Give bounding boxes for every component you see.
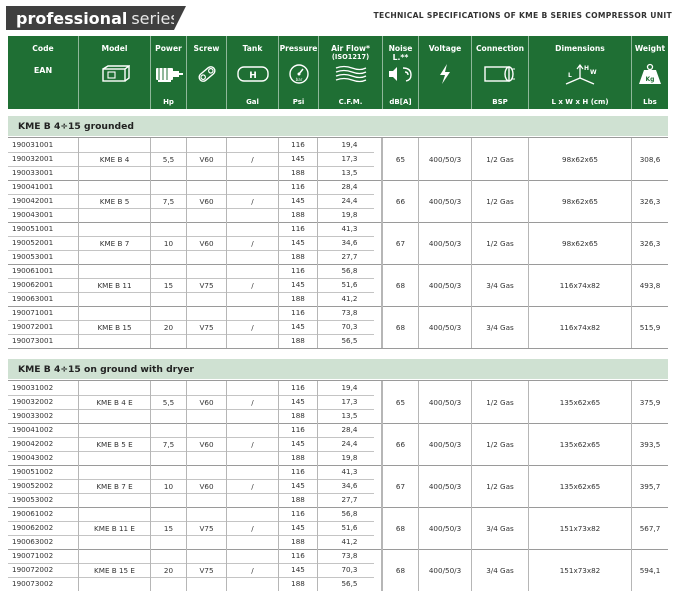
column-header-model xyxy=(78,36,150,109)
tank-value: / xyxy=(226,507,278,549)
svg-text:L: L xyxy=(568,72,572,79)
tank-value: / xyxy=(226,423,278,465)
noise-value: 68 xyxy=(382,507,418,549)
ean-code: 190072001 xyxy=(12,322,54,331)
column-name-power: Power xyxy=(155,44,182,53)
power-value: 10 xyxy=(150,222,186,264)
voltage-value: 400/50/3 xyxy=(418,222,471,264)
screw-value: V75 xyxy=(186,507,226,549)
ean-code: 190071002 xyxy=(12,551,54,560)
brand-light-text: series xyxy=(131,8,179,28)
power-value: 7,5 xyxy=(150,423,186,465)
voltage-value: 400/50/3 xyxy=(418,138,471,180)
table-header xyxy=(8,36,668,109)
ean-code: 190032002 xyxy=(12,397,54,406)
dimensions-value: 98x62x65 xyxy=(528,222,631,264)
airflow-value: 19,4 xyxy=(318,381,382,395)
ean-code: 190033001 xyxy=(12,168,54,177)
weight-value: 326,3 xyxy=(631,180,668,222)
ean-code: 190052002 xyxy=(12,481,54,490)
airflow-value: 28,4 xyxy=(318,423,382,437)
screw-icon xyxy=(187,64,226,84)
screw-value: V75 xyxy=(186,306,226,348)
screw-value: V60 xyxy=(186,222,226,264)
connection-value: 3/4 Gas xyxy=(471,549,528,591)
airflow-value: 17,3 xyxy=(318,395,382,409)
column-unit-weight: Lbs xyxy=(643,98,657,106)
connection-value: 3/4 Gas xyxy=(471,306,528,348)
power-value: 5,5 xyxy=(150,138,186,180)
model-value: KME B 11 E xyxy=(78,507,150,549)
column-unit-airflow: C.F.M. xyxy=(338,98,363,106)
ean-code: 190032001 xyxy=(12,154,54,163)
tank-value: / xyxy=(226,180,278,222)
column-name-code: Code xyxy=(32,44,54,53)
column-unit-noise: dB[A] xyxy=(389,98,412,106)
column-name-voltage: Voltage xyxy=(428,44,462,53)
screw-value: V60 xyxy=(186,138,226,180)
ean-code: 190051001 xyxy=(12,224,54,233)
airflow-value: 13,5 xyxy=(318,166,382,180)
pressure-value: 188 xyxy=(278,292,318,306)
power-value: 10 xyxy=(150,465,186,507)
pressure-value: 116 xyxy=(278,549,318,563)
voltage-value: 400/50/3 xyxy=(418,549,471,591)
dimensions-value: 116x74x82 xyxy=(528,264,631,306)
ean-code: 190072002 xyxy=(12,565,54,574)
ean-code: 190042002 xyxy=(12,439,54,448)
noise-value: 65 xyxy=(382,138,418,180)
connection-value: 1/2 Gas xyxy=(471,381,528,423)
pressure-value: 188 xyxy=(278,166,318,180)
pressure-value: 145 xyxy=(278,437,318,451)
airflow-value: 27,7 xyxy=(318,250,382,264)
pressure-value: 188 xyxy=(278,451,318,465)
column-header-voltage xyxy=(418,36,471,109)
pressure-value: 188 xyxy=(278,208,318,222)
voltage-value: 400/50/3 xyxy=(418,507,471,549)
screw-value: V60 xyxy=(186,180,226,222)
ean-code: 190041001 xyxy=(12,182,54,191)
ean-code: 190061002 xyxy=(12,509,54,518)
dimensions-value: 98x62x65 xyxy=(528,180,631,222)
column-header-connection xyxy=(471,36,528,109)
noise-value: 66 xyxy=(382,180,418,222)
column-header-code xyxy=(8,36,78,109)
power-value: 5,5 xyxy=(150,381,186,423)
ean-code: 190041002 xyxy=(12,425,54,434)
tank-value: / xyxy=(226,306,278,348)
column-unit-connection: BSP xyxy=(492,98,508,106)
airflow-value: 56,8 xyxy=(318,264,382,278)
tank-value: / xyxy=(226,381,278,423)
ean-code: 190031002 xyxy=(12,383,54,392)
noise-value: 67 xyxy=(382,222,418,264)
weight-value: 567,7 xyxy=(631,507,668,549)
ean-code: 190042001 xyxy=(12,196,54,205)
column-sub-code: EAN xyxy=(33,66,53,75)
ean-code: 190062001 xyxy=(12,280,54,289)
model-value: KME B 11 xyxy=(78,264,150,306)
svg-text:H: H xyxy=(584,65,590,72)
weight-value: 326,3 xyxy=(631,222,668,264)
pressure-value: 145 xyxy=(278,278,318,292)
gauge-icon xyxy=(279,64,318,84)
tank-value: / xyxy=(226,138,278,180)
airflow-value: 19,4 xyxy=(318,138,382,152)
ean-code: 190062002 xyxy=(12,523,54,532)
ean-code: 190071001 xyxy=(12,308,54,317)
noise-value: 68 xyxy=(382,549,418,591)
ean-code: 190051002 xyxy=(12,467,54,476)
power-value: 20 xyxy=(150,549,186,591)
ean-code: 190052001 xyxy=(12,238,54,247)
airflow-value: 70,3 xyxy=(318,320,382,334)
screw-value: V75 xyxy=(186,549,226,591)
weight-value: 594,1 xyxy=(631,549,668,591)
ean-code: 190043002 xyxy=(12,453,54,462)
screw-value: V75 xyxy=(186,264,226,306)
connection-value: 1/2 Gas xyxy=(471,423,528,465)
pressure-value: 116 xyxy=(278,465,318,479)
group-divider xyxy=(8,348,668,349)
column-name-model: Model xyxy=(101,44,128,53)
pressure-value: 188 xyxy=(278,493,318,507)
ean-code: 190031001 xyxy=(12,140,54,149)
weight-value: 375,9 xyxy=(631,381,668,423)
section-title: KME B 4÷15 grounded xyxy=(8,116,668,136)
column-name-dimensions: Dimensions xyxy=(555,44,605,53)
pressure-value: 188 xyxy=(278,409,318,423)
lightning-icon xyxy=(419,64,471,84)
column-header-tank xyxy=(226,36,278,109)
screw-value: V60 xyxy=(186,381,226,423)
pressure-value: 116 xyxy=(278,138,318,152)
connection-value: 1/2 Gas xyxy=(471,465,528,507)
svg-text:bar: bar xyxy=(295,77,302,82)
motor-icon xyxy=(151,64,186,84)
weight-value: 308,6 xyxy=(631,138,668,180)
voltage-value: 400/50/3 xyxy=(418,264,471,306)
column-name-screw: Screw xyxy=(193,44,220,53)
airflow-icon xyxy=(319,64,382,84)
pressure-value: 116 xyxy=(278,507,318,521)
airflow-value: 70,3 xyxy=(318,563,382,577)
model-value: KME B 15 xyxy=(78,306,150,348)
column-unit-power: Hp xyxy=(163,98,174,106)
power-value: 20 xyxy=(150,306,186,348)
airflow-value: 56,5 xyxy=(318,577,382,591)
airflow-value: 56,5 xyxy=(318,334,382,348)
pressure-value: 145 xyxy=(278,479,318,493)
column-name-tank: Tank xyxy=(242,44,263,53)
noise-value: 65 xyxy=(382,381,418,423)
power-value: 7,5 xyxy=(150,180,186,222)
pressure-value: 145 xyxy=(278,236,318,250)
dimensions-value: 135x62x65 xyxy=(528,465,631,507)
compressor-box-icon xyxy=(79,64,150,84)
pressure-value: 116 xyxy=(278,306,318,320)
pressure-value: 188 xyxy=(278,334,318,348)
top-bar xyxy=(0,0,694,36)
tank-value: / xyxy=(226,222,278,264)
brand-bold-text: professional xyxy=(16,8,128,28)
model-value: KME B 4 xyxy=(78,138,150,180)
airflow-value: 51,6 xyxy=(318,278,382,292)
airflow-value: 24,4 xyxy=(318,194,382,208)
svg-text:H: H xyxy=(248,71,257,81)
model-value: KME B 5 E xyxy=(78,423,150,465)
airflow-value: 27,7 xyxy=(318,493,382,507)
airflow-value: 73,8 xyxy=(318,549,382,563)
connection-value: 1/2 Gas xyxy=(471,180,528,222)
airflow-value: 51,6 xyxy=(318,521,382,535)
airflow-value: 56,8 xyxy=(318,507,382,521)
voltage-value: 400/50/3 xyxy=(418,465,471,507)
airflow-value: 19,8 xyxy=(318,208,382,222)
pressure-value: 145 xyxy=(278,521,318,535)
airflow-value: 19,8 xyxy=(318,451,382,465)
tank-value: / xyxy=(226,465,278,507)
airflow-value: 17,3 xyxy=(318,152,382,166)
model-value: KME B 15 E xyxy=(78,549,150,591)
ean-code: 190053002 xyxy=(12,495,54,504)
pressure-value: 145 xyxy=(278,395,318,409)
noise-value: 68 xyxy=(382,264,418,306)
column-name-weight: Weight xyxy=(634,44,666,53)
pressure-value: 145 xyxy=(278,563,318,577)
model-value: KME B 5 xyxy=(78,180,150,222)
noise-value: 67 xyxy=(382,465,418,507)
voltage-value: 400/50/3 xyxy=(418,180,471,222)
pressure-value: 116 xyxy=(278,222,318,236)
pressure-value: 116 xyxy=(278,381,318,395)
voltage-value: 400/50/3 xyxy=(418,306,471,348)
tank-value: / xyxy=(226,264,278,306)
svg-text:Kg: Kg xyxy=(645,76,655,83)
airflow-value: 73,8 xyxy=(318,306,382,320)
pressure-value: 116 xyxy=(278,180,318,194)
dimensions-value: 135x62x65 xyxy=(528,381,631,423)
column-header-airflow xyxy=(318,36,382,109)
airflow-value: 24,4 xyxy=(318,437,382,451)
weight-value: 393,5 xyxy=(631,423,668,465)
tank-icon xyxy=(227,64,278,84)
dimensions-value: 151x73x82 xyxy=(528,507,631,549)
column-name-pressure: Pressure xyxy=(279,44,318,53)
airflow-value: 41,3 xyxy=(318,222,382,236)
connection-value: 3/4 Gas xyxy=(471,264,528,306)
ean-code: 190073001 xyxy=(12,336,54,345)
pressure-value: 145 xyxy=(278,152,318,166)
weight-value: 493,8 xyxy=(631,264,668,306)
ean-code: 190033002 xyxy=(12,411,54,420)
voltage-value: 400/50/3 xyxy=(418,423,471,465)
tank-value: / xyxy=(226,549,278,591)
ean-code: 190063002 xyxy=(12,537,54,546)
section-title: KME B 4÷15 on ground with dryer xyxy=(8,359,668,379)
pressure-value: 145 xyxy=(278,194,318,208)
pressure-value: 188 xyxy=(278,577,318,591)
model-value: KME B 4 E xyxy=(78,381,150,423)
dimensions-value: 116x74x82 xyxy=(528,306,631,348)
airflow-value: 41,2 xyxy=(318,535,382,549)
column-header-power xyxy=(150,36,186,109)
noise-value: 68 xyxy=(382,306,418,348)
column-header-weight xyxy=(631,36,668,109)
weight-icon xyxy=(632,64,668,84)
screw-value: V60 xyxy=(186,465,226,507)
column-unit-pressure: Psi xyxy=(292,98,305,106)
connection-value: 3/4 Gas xyxy=(471,507,528,549)
airflow-value: 13,5 xyxy=(318,409,382,423)
screw-value: V60 xyxy=(186,423,226,465)
column-name-noise: Noise L.** xyxy=(388,44,413,62)
model-value: KME B 7 xyxy=(78,222,150,264)
spec-title: TECHNICAL SPECIFICATIONS OF KME B SERIES COMPRESSOR UNIT xyxy=(373,11,672,20)
pressure-value: 116 xyxy=(278,264,318,278)
connection-value: 1/2 Gas xyxy=(471,138,528,180)
ean-code: 190053001 xyxy=(12,252,54,261)
pressure-value: 145 xyxy=(278,320,318,334)
column-header-noise xyxy=(382,36,418,109)
dimensions-value: 151x73x82 xyxy=(528,549,631,591)
airflow-value: 41,2 xyxy=(318,292,382,306)
power-value: 15 xyxy=(150,507,186,549)
connection-value: 1/2 Gas xyxy=(471,222,528,264)
svg-text:W: W xyxy=(590,69,597,76)
pressure-value: 116 xyxy=(278,423,318,437)
ean-code: 190073002 xyxy=(12,579,54,588)
weight-value: 515,9 xyxy=(631,306,668,348)
column-header-screw xyxy=(186,36,226,109)
ean-code: 190061001 xyxy=(12,266,54,275)
ean-code: 190063001 xyxy=(12,294,54,303)
dimensions-icon xyxy=(529,64,631,84)
column-header-dimensions xyxy=(528,36,631,109)
column-header-pressure xyxy=(278,36,318,109)
column-sub-airflow: (ISO1217) xyxy=(331,53,370,61)
airflow-value: 28,4 xyxy=(318,180,382,194)
dimensions-value: 98x62x65 xyxy=(528,138,631,180)
weight-value: 395,7 xyxy=(631,465,668,507)
ean-code: 190043001 xyxy=(12,210,54,219)
power-value: 15 xyxy=(150,264,186,306)
pressure-value: 188 xyxy=(278,535,318,549)
column-name-connection: Connection xyxy=(475,44,525,53)
brand-label xyxy=(6,6,179,30)
pressure-value: 188 xyxy=(278,250,318,264)
column-unit-tank: Gal xyxy=(246,98,259,106)
voltage-value: 400/50/3 xyxy=(418,381,471,423)
brand-corner xyxy=(174,6,186,30)
noise-value: 66 xyxy=(382,423,418,465)
ear-icon xyxy=(383,64,418,84)
model-value: KME B 7 E xyxy=(78,465,150,507)
column-name-airflow: Air Flow* xyxy=(331,44,370,53)
airflow-value: 41,3 xyxy=(318,465,382,479)
pipe-icon xyxy=(472,64,528,84)
dimensions-value: 135x62x65 xyxy=(528,423,631,465)
column-unit-dimensions: L x W x H (cm) xyxy=(551,98,609,106)
airflow-value: 34,6 xyxy=(318,236,382,250)
airflow-value: 34,6 xyxy=(318,479,382,493)
